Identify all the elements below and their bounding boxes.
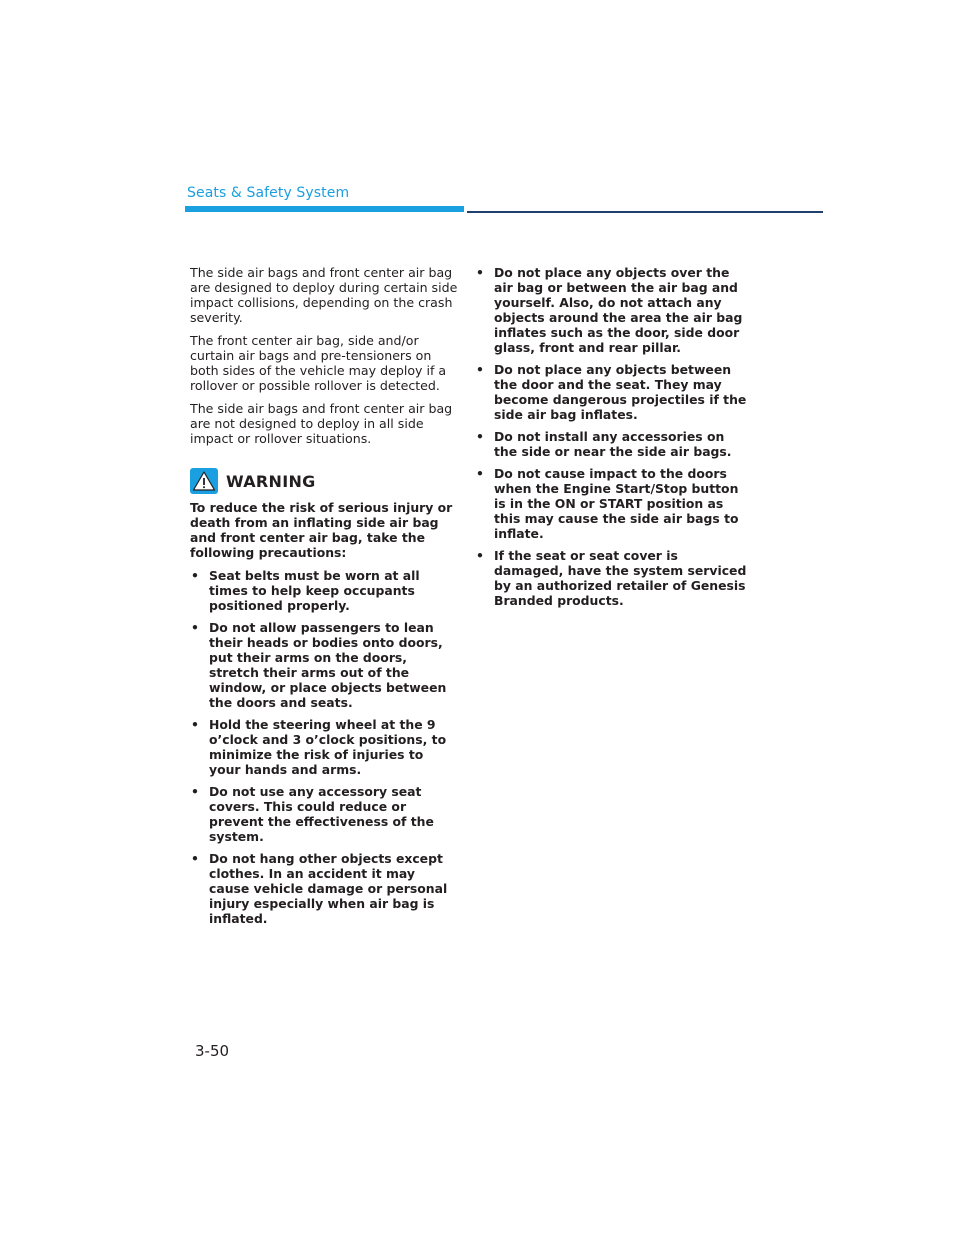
header-rule [467, 211, 823, 213]
list-item: • Do not hang other objects except clothes. In an accident it may cause vehicle damage or personal injury especially when air bag is inflated. [191, 851, 448, 926]
page-number: 3-50 [195, 1042, 230, 1060]
list-item-text: Seat belts must be worn at all times to help keep occupants positioned properly. [209, 568, 420, 613]
body-paragraph: The side air bags and front center air bag are not designed to deploy in all side impact or rollover situations. [190, 401, 453, 446]
warning-label: WARNING [226, 471, 316, 491]
list-item: • Do not place any objects between the door and the seat. They may become dangerous projectiles if the side air bag inflates. [476, 362, 747, 422]
list-item-text: Do not place any objects between the door and the seat. They may become dangerous projectiles if the side air bag inflates. [494, 362, 747, 422]
body-paragraph: The front center air bag, side and/or curtain air bags and pre-tensioners on both sides of the vehicle may deploy if a rollover or possible rollover is detected. [190, 333, 447, 393]
list-item-text: Hold the steering wheel at the 9 o’clock and 3 o’clock positions, to minimize the risk of injuries to your hands and arms. [209, 717, 447, 777]
list-item: • Do not place any objects over the air bag or between the air bag and yourself. Also, do not attach any objects around the area the air bag inflates such as the door, side door glass, front and rear pillar. [476, 265, 743, 355]
list-item: • Do not use any accessory seat covers. This could reduce or prevent the effectiveness of the system. [191, 784, 434, 844]
precaution-bullet-list [475, 265, 750, 608]
list-item: • Seat belts must be worn at all times to help keep occupants positioned properly. [191, 568, 420, 613]
list-item-text: Do not use any accessory seat covers. This could reduce or prevent the effectiveness of the system. [209, 784, 434, 844]
list-item-text: If the seat or seat cover is damaged, have the system serviced by an authorized retailer of Genesis Branded products. [494, 548, 747, 608]
warning-bullet-list [190, 568, 458, 926]
warning-heading [190, 468, 458, 494]
list-item-text: Do not install any accessories on the side or near the side air bags. [494, 429, 732, 459]
body-paragraph: The side air bags and front center air bag are designed to deploy during certain side impact collisions, depending on the crash severity. [190, 265, 458, 325]
section-header-title: Seats & Safety System [187, 185, 350, 201]
list-item-text: Do not hang other objects except clothes. In an accident it may cause vehicle damage or personal injury especially when air bag is inflated. [209, 851, 448, 926]
warning-intro: To reduce the risk of serious injury or death from an inflating side air bag and front center air bag, take the following precautions: [190, 500, 453, 560]
header-accent-bar [185, 206, 464, 212]
list-item-text: Do not allow passengers to lean their heads or bodies onto doors, put their arms on the doors, stretch their arms out of the window, or place objects between the doors and seats. [209, 620, 447, 710]
warning-triangle-icon [190, 468, 218, 494]
list-item: • If the seat or seat cover is damaged, have the system serviced by an authorized retailer of Genesis Branded products. [476, 548, 747, 608]
right-column [475, 265, 750, 615]
list-item: • Do not cause impact to the doors when the Engine Start/Stop button is in the ON or START position as this may cause the side air bags to inflate. [476, 466, 739, 541]
list-item: • Do not allow passengers to lean their heads or bodies onto doors, put their arms on the doors, stretch their arms out of the window, or place objects between the doors and seats. [191, 620, 447, 710]
list-item-text: Do not cause impact to the doors when the Engine Start/Stop button is in the ON or START position as this may cause the side air bags to inflate. [494, 466, 739, 541]
list-item: • Hold the steering wheel at the 9 o’clock and 3 o’clock positions, to minimize the risk of injuries to your hands and arms. [191, 717, 447, 777]
left-column [190, 265, 458, 933]
list-item-text: Do not place any objects over the air bag or between the air bag and yourself. Also, do not attach any objects around the area the air bag inflates such as the door, side door glass, front and rear pillar. [494, 265, 743, 355]
list-item: • Do not install any accessories on the side or near the side air bags. [476, 429, 732, 459]
